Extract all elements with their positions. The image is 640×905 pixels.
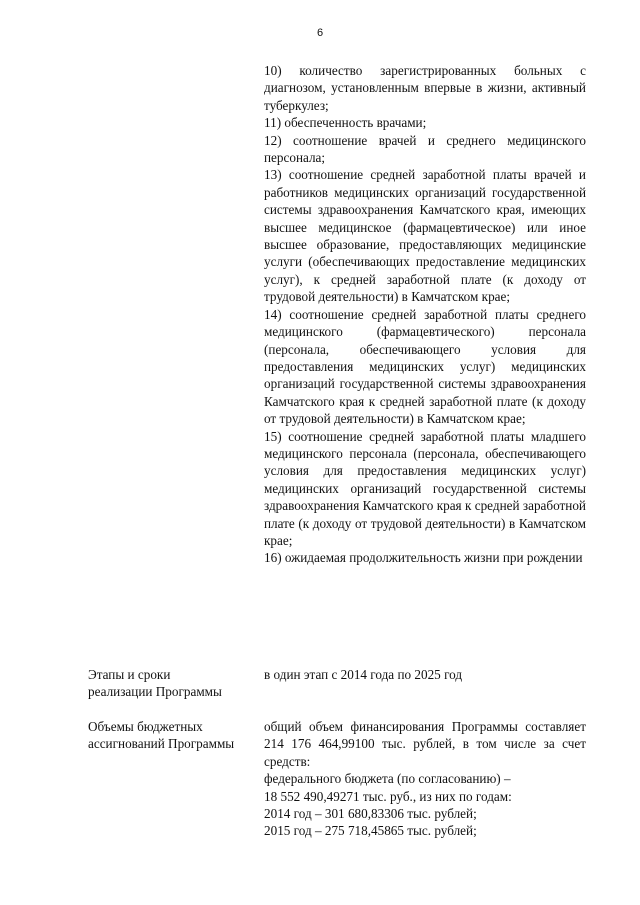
page-number: 6 <box>316 27 324 39</box>
budget-value <box>264 718 586 840</box>
indicator-item: 11) обеспеченность врачами; <box>264 115 427 131</box>
budget-label-line: ассигнований Программы <box>88 736 235 752</box>
budget-year-2015: 2015 год – 275 718,45865 тыс. рублей; <box>264 823 477 839</box>
stages-value <box>264 666 586 683</box>
stages-label-line: реализации Программы <box>88 684 222 700</box>
indicator-item: 10) количество зарегистрированных больных с диагнозом, установленным впервые в жизни, активный туберкулез; <box>264 63 586 113</box>
indicator-item: 15) соотношение средней заработной платы младшего медицинского персонала (персонала, обеспечивающего условия для предоставления медицинских услуг) медицинских организаций государственной системы здравоохранения Камчатского края к средней заработной плате (к доходу от трудовой деятельности) в Камчатском крае; <box>264 428 586 548</box>
budget-year-2014: 2014 год – 301 680,83306 тыс. рублей; <box>264 806 477 822</box>
stages-value-text: в один этап с 2014 года по 2025 год <box>264 667 463 682</box>
budget-federal-total: 18 552 490,49271 тыс. руб., из них по годам: <box>264 788 512 804</box>
indicators-list <box>264 62 586 567</box>
indicator-item: 14) соотношение средней заработной платы среднего медицинского (фармацевтического) персонала (персонала, обеспечивающего условия для предоставления медицинских услуг) медицинских организаций государственной системы здравоохранения Камчатского края к средней заработной плате (к доходу от трудовой деятельности) в Камчатском крае; <box>264 306 586 427</box>
budget-label <box>88 718 258 753</box>
indicator-item: 13) соотношение средней заработной платы врачей и работников медицинских организаций государственной системы здравоохранения Камчатского края, имеющих высшее медицинское (фармацевтическое) или иное высшее образование, предоставляющих медицинские услуги (обеспечивающих предоставление медицинских услуг), к средней заработной плате (к доходу от трудовой деятельности) в Камчатском крае; <box>264 167 586 305</box>
budget-federal-line: федерального бюджета (по согласованию) – <box>264 771 511 787</box>
indicator-item: 16) ожидаемая продолжительность жизни при рождении <box>264 550 583 566</box>
budget-label-line: Объемы бюджетных <box>88 719 203 734</box>
budget-intro: общий объем финансирования Программы составляет 214 176 464,99100 тыс. рублей, в том числе за счет средств: <box>264 719 586 769</box>
stages-label-line: Этапы и сроки <box>88 667 171 682</box>
stages-label <box>88 666 258 701</box>
indicator-item: 12) соотношение врачей и среднего медицинского персонала; <box>264 132 586 166</box>
